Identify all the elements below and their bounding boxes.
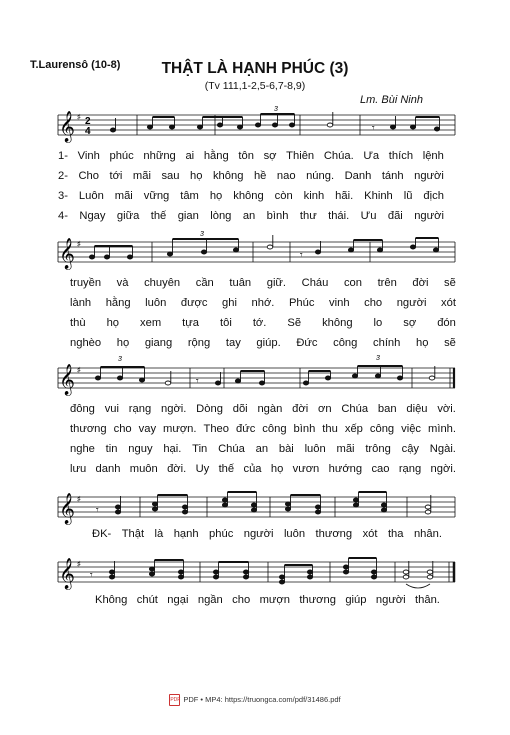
svg-text:𝄾: 𝄾 <box>90 570 93 581</box>
treble-clef-icon: 𝄞 <box>59 111 75 142</box>
verse-1-line-3: đông vui rạng ngời. Dòng dõi ngàn đời ơn Chúa ban diệu vời. <box>70 403 456 415</box>
music-staff-5 <box>0 550 510 595</box>
treble-clef-icon: 𝄞 <box>59 558 75 589</box>
triplet-mark: 3 <box>274 106 278 113</box>
svg-text:♯: ♯ <box>77 367 81 374</box>
treble-clef-icon: 𝄞 <box>59 364 75 395</box>
svg-text:𝄾: 𝄾 <box>196 376 199 387</box>
svg-text:♯: ♯ <box>77 561 81 568</box>
triplet-mark: 3 <box>376 355 380 362</box>
treble-clef-icon: 𝄞 <box>59 493 75 524</box>
refrain-line-1: ĐK- Thật là hạnh phúc người luôn thương xót tha nhân. <box>92 528 442 540</box>
verse-4-line-3: lưu danh muôn đời. Uy thế của họ vươn hướng cao rạng ngời. <box>70 463 456 475</box>
music-staff-4 <box>0 485 510 530</box>
footer-text[interactable]: PDF • MP4: https://truongca.com/pdf/31486.pdf <box>183 694 341 704</box>
verse-2-line-3: thương cho vay mượn. Theo đức công bình thu xếp công việc mình. <box>70 423 456 435</box>
music-staff-3 <box>0 355 510 400</box>
verse-3-line-2: thù họ xem tựa tôi tớ. Sẽ không lo sợ đón <box>70 317 456 329</box>
verse-4-line-2: nghèo họ giang rộng tay giúp. Đức công chính họ sẽ <box>70 337 456 349</box>
verse-1-line-1: 1- Vinh phúc những ai hằng tôn sợ Thiên Chúa. Ưa thích lệnh <box>58 150 444 162</box>
verse-2-line-2: lành hằng luôn được ghi nhớ. Phúc vinh cho người xót <box>70 297 456 309</box>
svg-text:𝄾: 𝄾 <box>300 250 303 261</box>
triplet-mark: 3 <box>118 356 122 363</box>
svg-text:♯: ♯ <box>77 114 81 121</box>
verse-2-line-1: 2- Cho tới mãi sau họ không hề nao núng. Danh tánh người <box>58 170 444 182</box>
feast-label: T.Laurensô (10-8) <box>30 59 121 71</box>
verse-4-line-1: 4- Ngay giữa thế gian lòng an bình thư thái. Ưu đãi người <box>58 210 444 222</box>
footer-link[interactable] <box>0 694 510 706</box>
psalm-reference: (Tv 111,1-2,5-6,7-8,9) <box>204 80 306 92</box>
pdf-file-icon: PDF <box>169 694 180 706</box>
svg-text:𝄾: 𝄾 <box>372 123 375 134</box>
time-signature-bottom: 4 <box>85 126 91 137</box>
svg-text:♯: ♯ <box>77 241 81 248</box>
svg-text:♯: ♯ <box>77 496 81 503</box>
music-staff-2 <box>0 230 510 275</box>
song-title: THẬT LÀ HẠNH PHÚC (3) <box>161 60 349 77</box>
refrain-line-2: Không chút ngại ngần cho mượn thương giúp người thân. <box>95 594 440 606</box>
triplet-mark: 3 <box>200 231 204 238</box>
treble-clef-icon: 𝄞 <box>59 238 75 269</box>
music-staff-1 <box>0 100 510 150</box>
composer-name: Lm. Bùi Ninh <box>360 94 423 106</box>
verse-1-line-2: truyền và chuyên cần tuân giữ. Cháu con trên đời sẽ <box>70 277 456 289</box>
verse-3-line-3: nghe tin nguy hại. Tin Chúa an bài luôn mãi trông cậy Ngài. <box>70 443 456 455</box>
time-signature-top: 2 <box>85 116 91 127</box>
verse-3-line-1: 3- Luôn mãi vững tâm họ không còn kinh hãi. Khinh lũ địch <box>58 190 444 202</box>
svg-text:𝄾: 𝄾 <box>96 505 99 516</box>
